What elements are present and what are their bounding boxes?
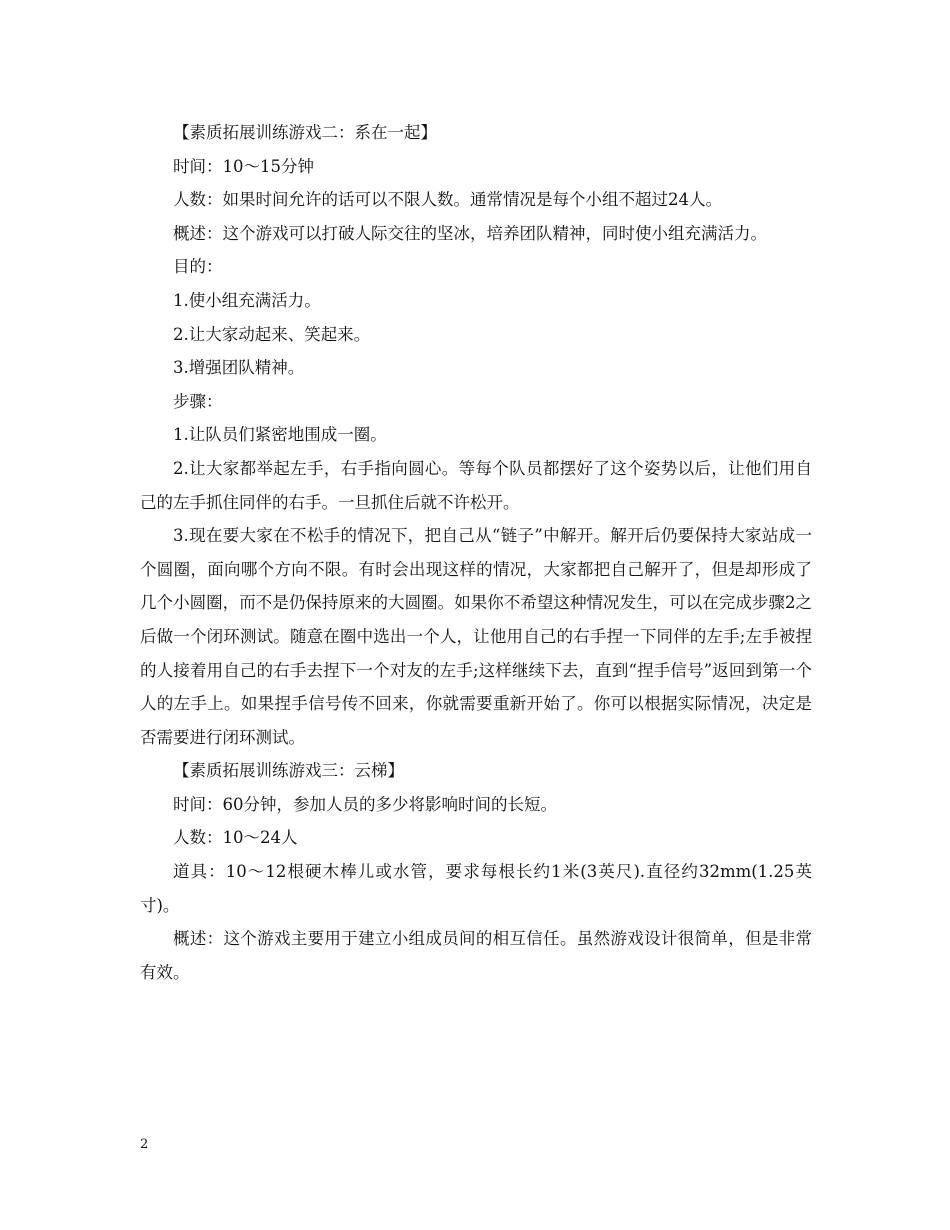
paragraph-purpose-heading: 目的： bbox=[173, 257, 223, 277]
page-number: 2 bbox=[140, 1137, 149, 1152]
list-item-purpose-2: 2.让大家动起来、笑起来。 bbox=[173, 324, 371, 344]
paragraph-participants: 人数：如果时间允许的话可以不限人数。通常情况是每个小组不超过24人。 bbox=[173, 190, 722, 210]
paragraph-props: 道具：10～12根硬木棒儿或水管，要求每根长约1米(3英尺).直径约32mm(1.25英寸)。 bbox=[140, 862, 812, 915]
paragraph-time-2: 时间：60分钟，参加人员的多少将影响时间的长短。 bbox=[173, 794, 557, 814]
list-item-step-1: 1.让队员们紧密地围成一圈。 bbox=[173, 425, 387, 445]
section-heading-game-two: 【素质拓展训练游戏二：系在一起】 bbox=[173, 123, 437, 142]
section-heading-game-three: 【素质拓展训练游戏三：云梯】 bbox=[173, 761, 404, 781]
document-body bbox=[140, 116, 812, 989]
paragraph-participants-2: 人数：10～24人 bbox=[173, 828, 298, 848]
paragraph-overview-2: 概述：这个游戏主要用于建立小组成员间的相互信任。虽然游戏设计很简单，但是非常有效。 bbox=[140, 929, 812, 982]
paragraph-overview: 概述：这个游戏可以打破人际交往的坚冰，培养团队精神，同时使小组充满活力。 bbox=[173, 223, 767, 243]
list-item-step-2: 2.让大家都举起左手，右手指向圆心。等每个队员都摆好了这个姿势以后，让他们用自己的左手抓住同伴的右手。一旦抓住后就不许松开。 bbox=[140, 458, 812, 512]
list-item-purpose-3: 3.增强团队精神。 bbox=[173, 358, 305, 378]
paragraph-time: 时间：10～15分钟 bbox=[173, 156, 314, 176]
list-item-step-3: 3.现在要大家在不松手的情况下，把自己从“链子”中解开。解开后仍要保持大家站成一个圆圈，面向哪个方向不限。有时会出现这样的情况，大家都把自己解开了，但是却形成了几个小圆圈，而不是仍保持原来的大圆圈。如果你不希望这种情况发生，可以在完成步骤2之后做一个闭环测试。随意在圈中选出一个人，让他用自己的右手捏一下同伴的左手;左手被捏的人接着用自己的右手去捏下一个对友的左手;这样继续下去，直到“捏手信号”返回到第一个人的左手上。如果捏手信号传不回来，你就需要重新开始了。你可以根据实际情况，决定是否需要进行闭环测试。 bbox=[140, 526, 812, 747]
list-item-purpose-1: 1.使小组充满活力。 bbox=[173, 290, 321, 310]
paragraph-steps-heading: 步骤： bbox=[173, 391, 223, 411]
